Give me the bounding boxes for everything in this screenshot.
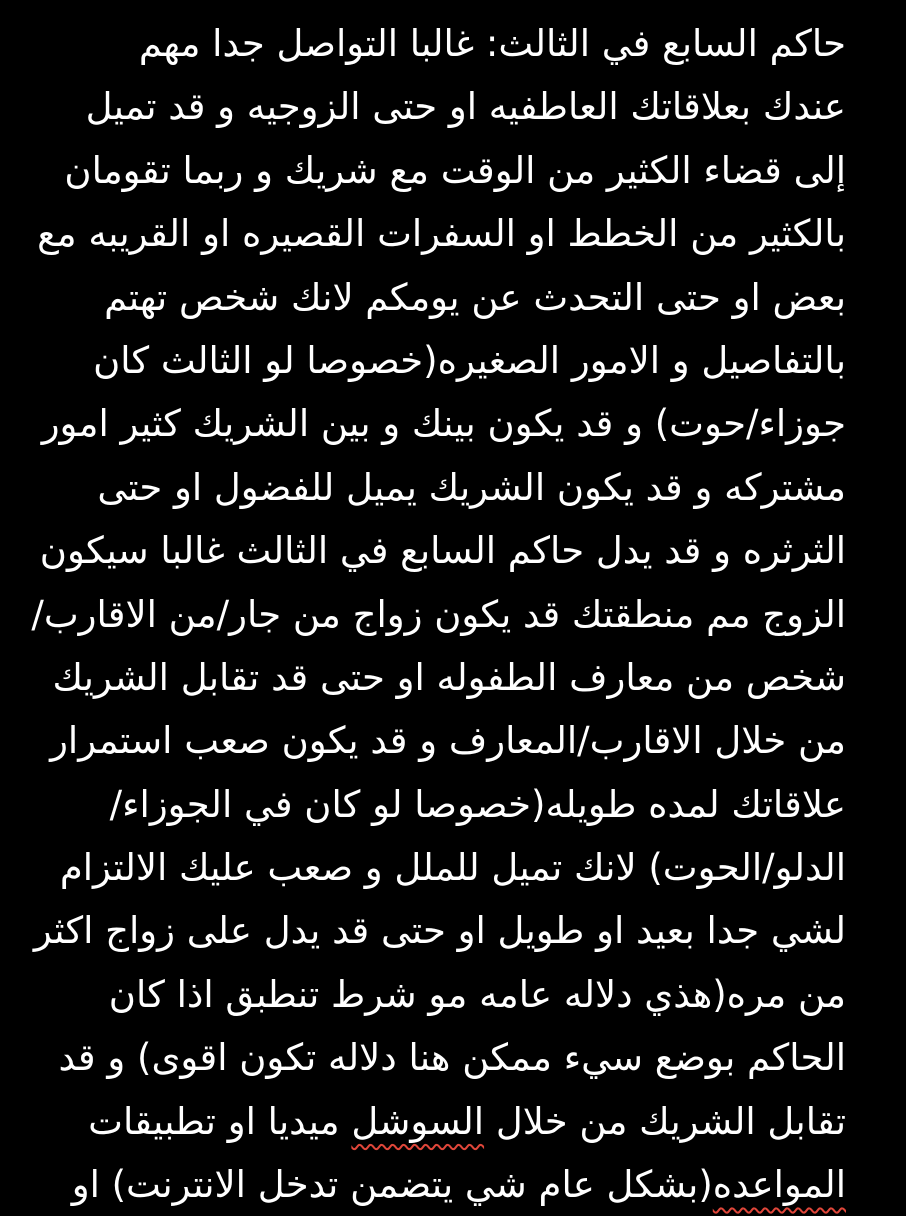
document-text xyxy=(31,12,846,1216)
text-line: شخص من معارف الطفوله او حتى قد تقابل الشريك xyxy=(52,655,846,699)
text-line: لشي جدا بعيد او طويل او حتى قد يدل على زواج اكثر xyxy=(33,909,846,953)
text-line: بعض او حتى التحدث عن يومكم لانك شخص تهتم xyxy=(104,275,846,319)
text-line: حاكم السابع في الثالث: غالبا التواصل جدا مهم xyxy=(138,22,846,65)
text-line-spellcheck xyxy=(46,1153,846,1216)
text-line: إلى قضاء الكثير من الوقت مع شريك و ربما تقومان xyxy=(64,148,846,192)
text-segment: تقابل الشريك من خلال xyxy=(484,1099,846,1143)
text-line: جوزاء/حوت) و قد يكون بينك و بين الشريك كثير امور xyxy=(41,402,846,446)
text-line: عندك بعلاقاتك العاطفيه او حتى الزوجيه و قد تميل xyxy=(85,85,846,129)
text-line: بالتفاصيل و الامور الصغيره(خصوصا لو الثالث كان xyxy=(93,338,846,382)
text-line: بالكثير من الخطط او السفرات القصيره او القريبه مع xyxy=(37,212,846,256)
text-line: من خلال الاقارب/المعارف و قد يكون صعب استمرار xyxy=(50,719,846,763)
spellcheck-flagged-word[interactable]: السوشل xyxy=(351,1099,485,1143)
text-line-spellcheck xyxy=(46,1090,846,1153)
text-line: مشتركه و قد يكون الشريك يميل للفضول او حتى xyxy=(97,465,846,509)
text-line: الثرثره و قد يدل حاكم السابع في الثالث غالبا سيكون xyxy=(39,529,846,573)
text-line: الزوج مم منطقتك قد يكون زواج من جار/من الاقارب/ xyxy=(31,592,846,636)
text-segment: ميديا او تطبيقات xyxy=(88,1099,352,1143)
text-line: الدلو/الحوت) لانك تميل للملل و صعب عليك الالتزام xyxy=(59,846,846,890)
text-line: من مره(هذي دلاله عامه مو شرط تنطبق اذا كان xyxy=(108,972,846,1016)
text-segment: (بشكل عام شي يتضمن تدخل الانترنت) او xyxy=(71,1163,713,1207)
spellcheck-flagged-word[interactable]: المواعده xyxy=(712,1163,846,1207)
text-line: علاقاتك لمده طويله(خصوصا لو كان في الجوزاء/ xyxy=(109,782,846,826)
text-line: الحاكم بوضع سيء ممكن هنا دلاله تكون اقوى) و قد xyxy=(58,1036,846,1080)
